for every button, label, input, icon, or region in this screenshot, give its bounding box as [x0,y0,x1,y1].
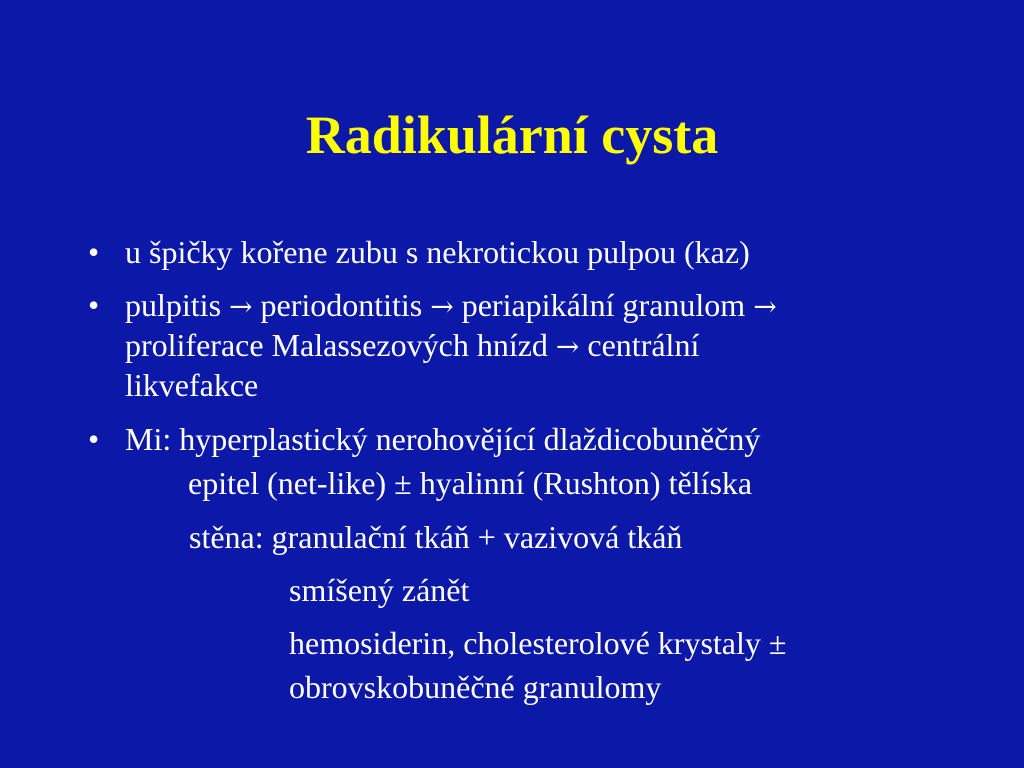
bullet-line: Mi: hyperplastický nerohovějící dlaždicobuněčný [125,421,761,457]
bullet-line: likvefakce [125,367,259,403]
arrow-right-icon: → [753,290,777,323]
text-segment: periodontitis [260,287,423,323]
bullet-marker: • [88,234,100,270]
text-segment: proliferace Malassezových hnízd [125,327,548,363]
detail-line: hemosiderin, cholesterolové krystaly ± [289,625,787,661]
bullet-line [125,286,777,326]
slide-title: Radikulární cysta [305,105,719,165]
bullet-line: epitel (net-like) ± hyalinní (Rushton) tělíska [188,465,753,501]
detail-line: smíšený zánět [289,572,470,608]
text-segment: centrální [587,327,700,363]
text-segment: periapikální granulom [461,287,746,323]
arrow-right-icon: → [555,330,580,363]
bullet-marker: • [88,421,100,457]
bullet-marker: • [88,287,100,323]
detail-line: obrovskobuněčné granulomy [289,669,662,705]
detail-line: stěna: granulační tkáň + vazivová tkáň [189,519,683,555]
arrow-right-icon: → [430,290,454,323]
text-segment: pulpitis [125,287,222,323]
bullet-line: u špičky kořene zubu s nekrotickou pulpou (kaz) [125,234,750,270]
arrow-right-icon: → [229,290,253,323]
bullet-line [125,326,699,366]
